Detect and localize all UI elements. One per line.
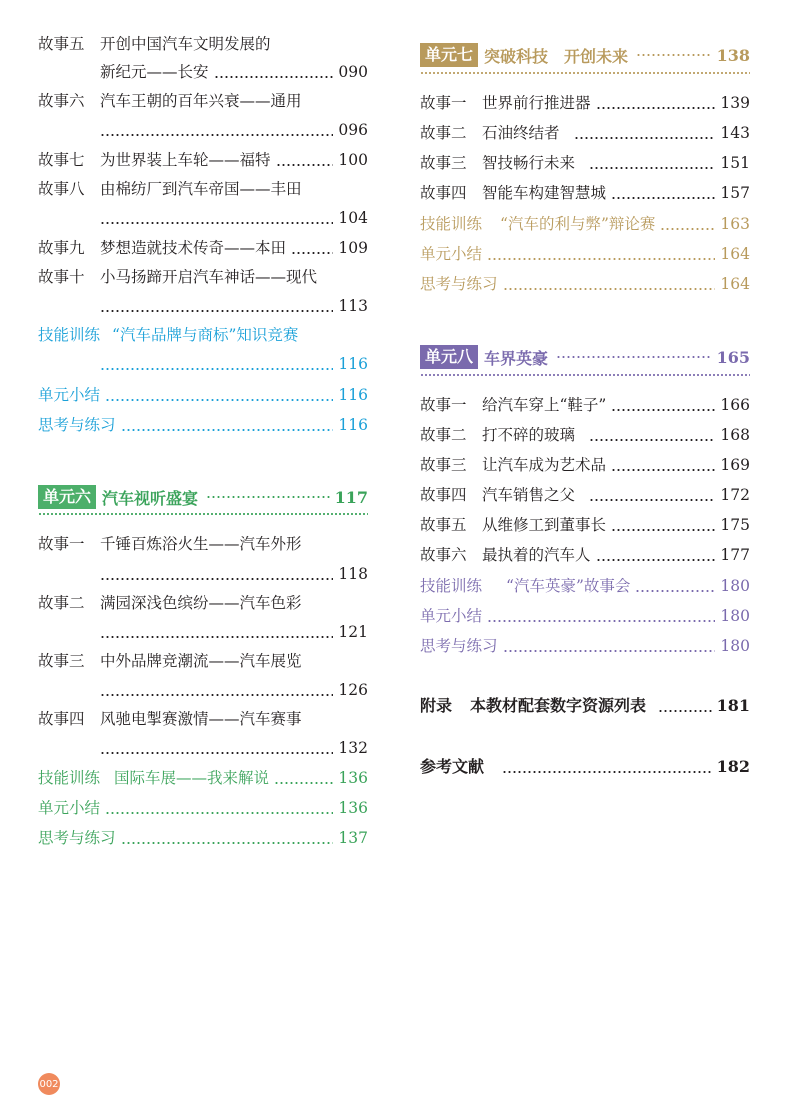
summary-label: 单元小结 bbox=[420, 245, 483, 263]
leader-dots bbox=[589, 439, 715, 441]
page-ref: 165 bbox=[716, 347, 750, 367]
leader-dots bbox=[100, 752, 333, 754]
page-ref: 116 bbox=[338, 416, 368, 434]
leader-dots bbox=[105, 399, 333, 401]
story-number: 故事五 bbox=[38, 35, 85, 53]
toc-entry[interactable] bbox=[38, 146, 368, 170]
toc-exercises[interactable] bbox=[38, 411, 368, 435]
leader-dots bbox=[274, 782, 333, 784]
leader-dots bbox=[291, 252, 333, 254]
leader-dots bbox=[100, 368, 333, 370]
toc-entry[interactable] bbox=[420, 149, 750, 173]
page-ref: 143 bbox=[720, 124, 750, 142]
story-title: 千锤百炼浴火生——汽车外形 bbox=[100, 535, 302, 553]
page-ref: 180 bbox=[720, 637, 750, 655]
story-title: 给汽车穿上“鞋子” bbox=[482, 396, 607, 414]
page-ref: 116 bbox=[338, 386, 368, 404]
story-number: 故事四 bbox=[420, 486, 467, 504]
page-ref: 164 bbox=[720, 245, 750, 263]
references-label: 参考文献 bbox=[420, 757, 485, 776]
toc-entry[interactable] bbox=[38, 705, 368, 729]
toc-unit-summary[interactable] bbox=[420, 240, 750, 264]
story-title: 为世界装上车轮——福特 bbox=[100, 151, 271, 169]
story-number: 故事三 bbox=[420, 456, 467, 474]
leader-dots bbox=[121, 842, 334, 844]
toc-exercises[interactable] bbox=[38, 824, 368, 848]
toc-unit-summary[interactable] bbox=[38, 381, 368, 405]
story-title: 最执着的汽车人 bbox=[482, 546, 591, 564]
story-title: 开创中国汽车文明发展的 bbox=[100, 35, 271, 53]
leader-dots bbox=[611, 529, 715, 531]
leader-dots bbox=[206, 496, 330, 498]
leader-dots bbox=[574, 137, 716, 139]
story-title: 满园深浅色缤纷——汽车色彩 bbox=[100, 594, 302, 612]
leader-dots bbox=[611, 469, 715, 471]
page-ref: 126 bbox=[338, 681, 368, 699]
toc-skill-training[interactable] bbox=[420, 572, 750, 596]
story-number: 故事一 bbox=[38, 535, 85, 553]
appendix-title: 本教材配套数字资源列表 bbox=[470, 696, 647, 715]
toc-entry-continued[interactable] bbox=[38, 734, 368, 758]
story-title: 新纪元——长安 bbox=[100, 63, 209, 81]
story-title: 小马扬蹄开启汽车神话——现代 bbox=[100, 268, 318, 286]
story-number: 故事七 bbox=[38, 151, 85, 169]
page-ref: 117 bbox=[334, 487, 368, 507]
toc-entry[interactable] bbox=[38, 589, 368, 613]
unit-eight-heading[interactable] bbox=[420, 344, 750, 370]
skill-title: 国际车展——我来解说 bbox=[114, 769, 270, 787]
exercises-label: 思考与练习 bbox=[38, 829, 116, 847]
toc-entry[interactable] bbox=[38, 87, 368, 111]
story-number: 故事二 bbox=[38, 594, 85, 612]
leader-dots bbox=[503, 288, 716, 290]
page-ref: 166 bbox=[720, 396, 750, 414]
page-ref: 090 bbox=[338, 63, 368, 81]
leader-dots bbox=[100, 636, 333, 638]
leader-dots bbox=[636, 54, 712, 56]
story-title: 中外品牌竞潮流——汽车展览 bbox=[100, 652, 302, 670]
leader-dots bbox=[100, 578, 333, 580]
toc-entry[interactable] bbox=[38, 263, 368, 287]
toc-appendix[interactable] bbox=[420, 692, 750, 716]
toc-references[interactable] bbox=[420, 753, 750, 777]
toc-entry[interactable] bbox=[420, 481, 750, 505]
story-number: 故事三 bbox=[420, 154, 467, 172]
toc-entry-continued[interactable] bbox=[38, 350, 368, 374]
unit-title: 汽车视听盛宴 bbox=[102, 488, 199, 508]
toc-entry[interactable] bbox=[420, 541, 750, 565]
page-ref: 138 bbox=[716, 45, 750, 65]
toc-exercises[interactable] bbox=[420, 270, 750, 294]
leader-dots bbox=[100, 310, 333, 312]
page-ref: 136 bbox=[338, 799, 368, 817]
toc-entry-continued[interactable] bbox=[38, 292, 368, 316]
story-title: 石油终结者 bbox=[482, 124, 560, 142]
story-number: 故事六 bbox=[420, 546, 467, 564]
skill-title: “汽车品牌与商标”知识竞赛 bbox=[112, 326, 299, 344]
page-ref: 164 bbox=[720, 275, 750, 293]
leader-dots bbox=[100, 134, 333, 136]
toc-skill-training[interactable] bbox=[38, 764, 368, 788]
leader-dots bbox=[502, 771, 712, 773]
story-number: 故事八 bbox=[38, 180, 85, 198]
toc-entry[interactable] bbox=[420, 451, 750, 475]
toc-entry[interactable] bbox=[420, 391, 750, 415]
page-ref: 182 bbox=[716, 757, 750, 776]
story-number: 故事六 bbox=[38, 92, 85, 110]
story-title: 梦想造就技术传奇——本田 bbox=[100, 239, 287, 257]
story-number: 故事四 bbox=[38, 710, 85, 728]
page-ref: 109 bbox=[338, 239, 368, 257]
toc-entry-continued[interactable] bbox=[38, 560, 368, 584]
skill-label: 技能训练 bbox=[38, 326, 101, 344]
toc-entry-continued[interactable] bbox=[38, 58, 368, 82]
page-ref: 121 bbox=[338, 623, 368, 641]
exercises-label: 思考与练习 bbox=[420, 637, 498, 655]
page-ref: 132 bbox=[338, 739, 368, 757]
story-number: 故事二 bbox=[420, 124, 467, 142]
page-ref: 116 bbox=[338, 355, 368, 373]
toc-entry[interactable] bbox=[38, 175, 368, 199]
story-number: 故事四 bbox=[420, 184, 467, 202]
leader-dots bbox=[100, 222, 333, 224]
leader-dots bbox=[596, 107, 716, 109]
page-ref: 139 bbox=[720, 94, 750, 112]
unit-title: 车界英豪 bbox=[484, 348, 549, 368]
skill-label: 技能训练 bbox=[420, 215, 483, 233]
leader-dots bbox=[611, 409, 715, 411]
skill-title: “汽车英豪”故事会 bbox=[506, 577, 631, 595]
unit-badge: 单元八 bbox=[420, 345, 478, 369]
page-ref: 136 bbox=[338, 769, 368, 787]
page-ref: 175 bbox=[720, 516, 750, 534]
summary-label: 单元小结 bbox=[38, 799, 101, 817]
toc-entry-continued[interactable] bbox=[38, 204, 368, 228]
skill-label: 技能训练 bbox=[420, 577, 483, 595]
page-ref: 169 bbox=[720, 456, 750, 474]
page-ref: 157 bbox=[720, 184, 750, 202]
leader-dots bbox=[611, 197, 715, 199]
page-ref: 113 bbox=[338, 297, 368, 315]
toc-entry[interactable] bbox=[420, 89, 750, 113]
summary-label: 单元小结 bbox=[420, 607, 483, 625]
page-number-badge: 002 bbox=[38, 1073, 60, 1095]
leader-dots bbox=[556, 356, 712, 358]
story-title: 让汽车成为艺术品 bbox=[482, 456, 607, 474]
story-title: 世界前行推进器 bbox=[482, 94, 591, 112]
toc-entry-continued[interactable] bbox=[38, 676, 368, 700]
leader-dots bbox=[121, 429, 334, 431]
page-ref: 168 bbox=[720, 426, 750, 444]
toc-skill-training[interactable] bbox=[38, 321, 368, 345]
unit-badge: 单元七 bbox=[420, 43, 478, 67]
toc-unit-summary[interactable] bbox=[38, 794, 368, 818]
toc-entry[interactable] bbox=[420, 179, 750, 203]
toc-entry[interactable] bbox=[420, 511, 750, 535]
skill-label: 技能训练 bbox=[38, 769, 101, 787]
story-number: 故事十 bbox=[38, 268, 85, 286]
unit-badge: 单元六 bbox=[38, 485, 96, 509]
leader-dots bbox=[589, 167, 715, 169]
toc-exercises[interactable] bbox=[420, 632, 750, 656]
unit-title: 突破科技 开创未来 bbox=[484, 46, 629, 66]
leader-dots bbox=[214, 76, 334, 78]
toc-unit-summary[interactable] bbox=[420, 602, 750, 626]
toc-entry[interactable] bbox=[38, 647, 368, 671]
page-ref: 096 bbox=[338, 121, 368, 139]
leader-dots bbox=[503, 650, 716, 652]
exercises-label: 思考与练习 bbox=[420, 275, 498, 293]
page-ref: 137 bbox=[338, 829, 368, 847]
story-number: 故事一 bbox=[420, 396, 467, 414]
unit-divider bbox=[420, 72, 750, 74]
page-ref: 180 bbox=[720, 607, 750, 625]
leader-dots bbox=[596, 559, 716, 561]
page-ref: 104 bbox=[338, 209, 368, 227]
skill-title: “汽车的利与弊”辩论赛 bbox=[500, 215, 656, 233]
page-ref: 172 bbox=[720, 486, 750, 504]
story-title: 智能车构建智慧城 bbox=[482, 184, 607, 202]
leader-dots bbox=[487, 258, 715, 260]
toc-entry-continued[interactable] bbox=[38, 618, 368, 642]
story-title: 由棉纺厂到汽车帝国——丰田 bbox=[100, 180, 302, 198]
unit-divider bbox=[420, 374, 750, 376]
page-ref: 163 bbox=[720, 215, 750, 233]
page-ref: 177 bbox=[720, 546, 750, 564]
story-number: 故事九 bbox=[38, 239, 85, 257]
story-number: 故事三 bbox=[38, 652, 85, 670]
toc-entry[interactable] bbox=[38, 234, 368, 258]
exercises-label: 思考与练习 bbox=[38, 416, 116, 434]
toc-entry[interactable] bbox=[38, 530, 368, 554]
leader-dots bbox=[589, 499, 715, 501]
story-number: 故事二 bbox=[420, 426, 467, 444]
page-ref: 118 bbox=[338, 565, 368, 583]
page-ref: 151 bbox=[720, 154, 750, 172]
page-ref: 100 bbox=[338, 151, 368, 169]
leader-dots bbox=[658, 710, 712, 712]
story-title: 风驰电掣赛激情——汽车赛事 bbox=[100, 710, 302, 728]
page-ref: 180 bbox=[720, 577, 750, 595]
story-title: 智技畅行未来 bbox=[482, 154, 576, 172]
toc-entry[interactable] bbox=[420, 119, 750, 143]
leader-dots bbox=[100, 694, 333, 696]
story-title: 打不碎的玻璃 bbox=[482, 426, 576, 444]
unit-divider bbox=[38, 513, 368, 515]
unit-six-heading[interactable] bbox=[38, 484, 368, 510]
summary-label: 单元小结 bbox=[38, 386, 101, 404]
appendix-label: 附录 bbox=[420, 696, 453, 715]
leader-dots bbox=[276, 164, 334, 166]
toc-entry[interactable] bbox=[420, 421, 750, 445]
leader-dots bbox=[660, 228, 715, 230]
toc-entry[interactable] bbox=[38, 30, 368, 54]
leader-dots bbox=[487, 620, 715, 622]
toc-skill-training[interactable] bbox=[420, 210, 750, 234]
leader-dots bbox=[105, 812, 333, 814]
story-title: 从维修工到董事长 bbox=[482, 516, 607, 534]
leader-dots bbox=[635, 590, 715, 592]
story-number: 故事五 bbox=[420, 516, 467, 534]
story-number: 故事一 bbox=[420, 94, 467, 112]
unit-seven-heading[interactable] bbox=[420, 42, 750, 68]
page-ref: 181 bbox=[716, 696, 750, 715]
story-title: 汽车王朝的百年兴衰——通用 bbox=[100, 92, 302, 110]
toc-entry-continued[interactable] bbox=[38, 116, 368, 140]
story-title: 汽车销售之父 bbox=[482, 486, 576, 504]
